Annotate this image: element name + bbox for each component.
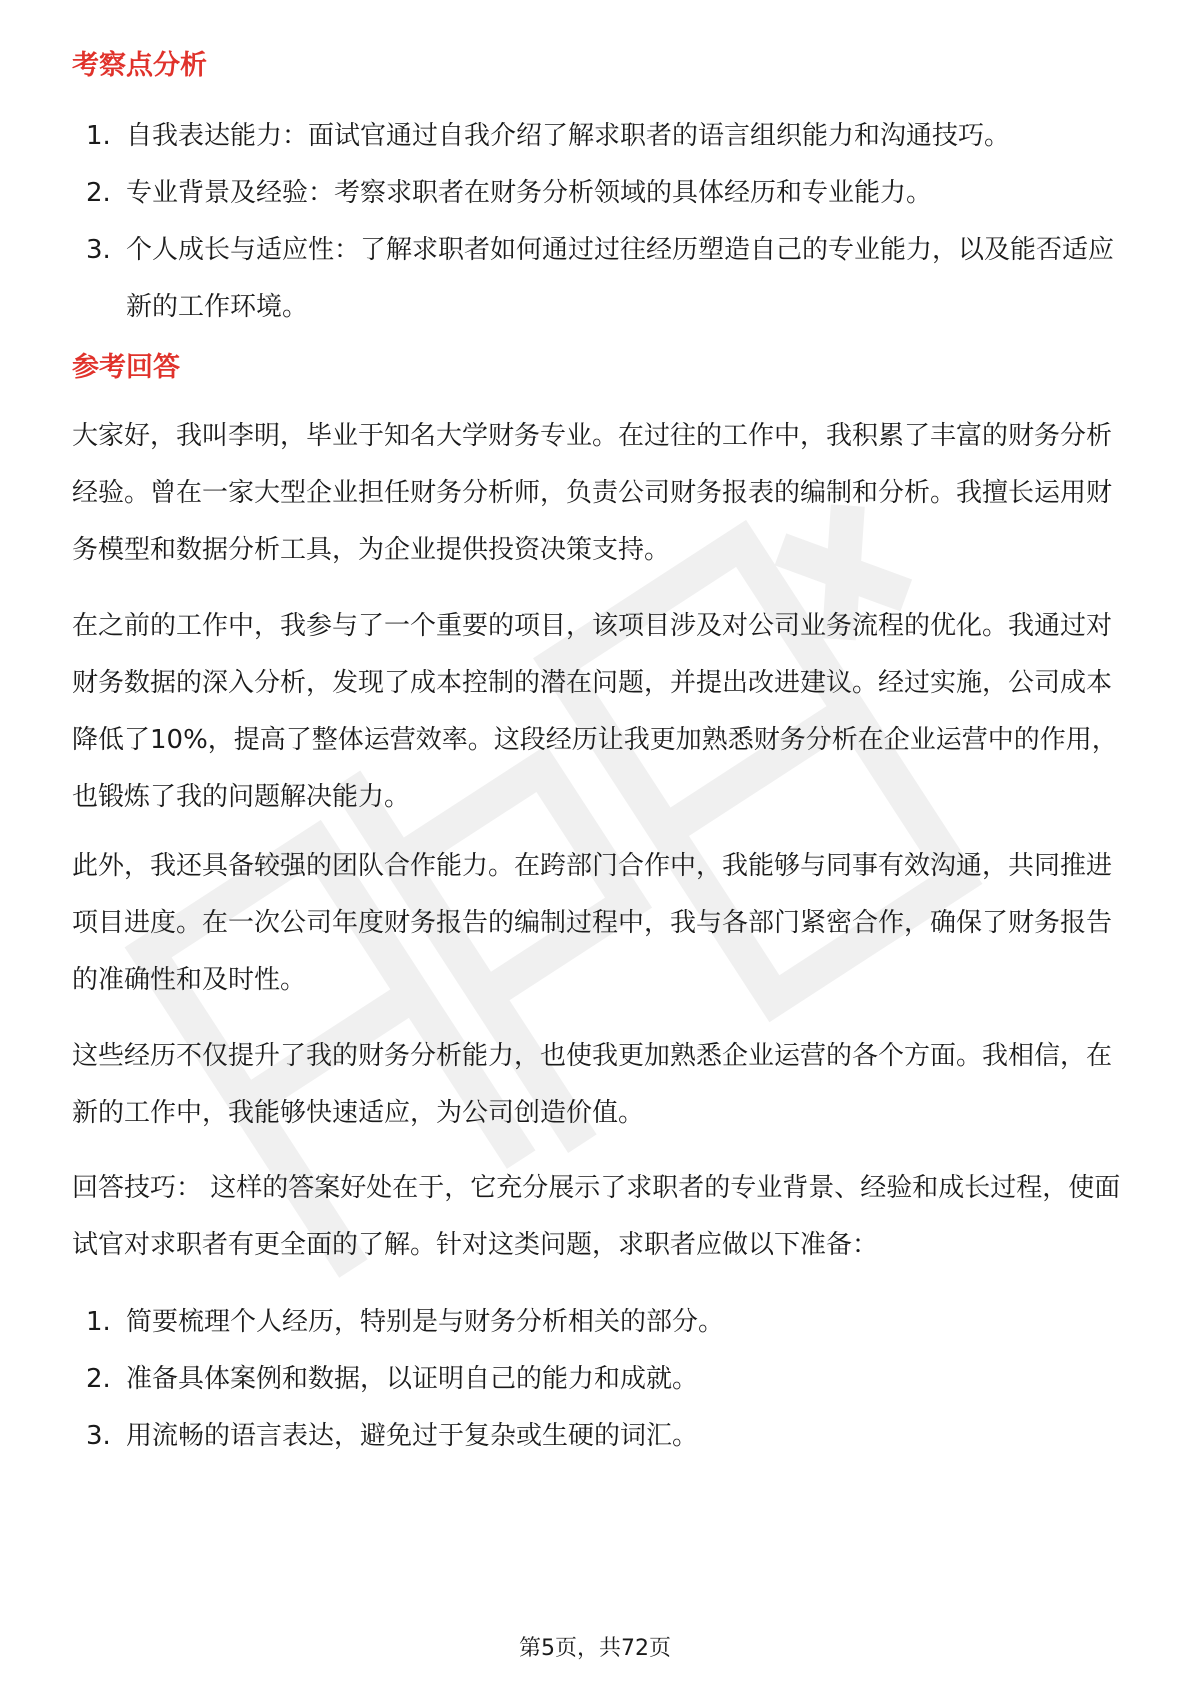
- list-item-text: 准备具体案例和数据，以证明自己的能力和成就。: [126, 1364, 699, 1394]
- list-item: [72, 108, 1122, 165]
- list-item: [72, 222, 1122, 336]
- answer-tips-paragraph: 回答技巧： 这样的答案好处在于，它充分展示了求职者的专业背景、经验和成长过程，使面试官对求职者有更全面的了解。针对这类问题，求职者应做以下准备：: [72, 1173, 1121, 1260]
- list-item-text: 用流畅的语言表达，避免过于复杂或生硬的词汇。: [126, 1421, 699, 1451]
- list-item-text: 简要梳理个人经历，特别是与财务分析相关的部分。: [126, 1307, 725, 1337]
- list-number: 1.: [86, 121, 111, 151]
- tips-list: [72, 1294, 1122, 1465]
- section-title-analysis: 考察点分析: [72, 50, 207, 81]
- list-number: 3.: [86, 1421, 111, 1451]
- answer-paragraph-2: 在之前的工作中，我参与了一个重要的项目，该项目涉及对公司业务流程的优化。我通过对财务数据的深入分析，发现了成本控制的潜在问题，并提出改进建议。经过实施，公司成本降低了10%，提高了整体运营效率。这段经历让我更加熟悉财务分析在企业运营中的作用，也锻炼了我的问题解决能力。: [72, 611, 1118, 812]
- list-item: [72, 1351, 1122, 1408]
- list-item-text: 个人成长与适应性：了解求职者如何通过过往经历塑造自己的专业能力，以及能否适应新的工作环境。: [126, 235, 1115, 322]
- list-item-text: 专业背景及经验：考察求职者在财务分析领域的具体经历和专业能力。: [126, 178, 933, 208]
- list-number: 2.: [86, 1364, 111, 1394]
- list-item: [72, 165, 1122, 222]
- section-title-answer: 参考回答: [72, 352, 180, 383]
- list-number: 1.: [86, 1307, 111, 1337]
- list-item-text: 自我表达能力：面试官通过自我介绍了解求职者的语言组织能力和沟通技巧。: [126, 121, 1011, 151]
- list-number: 2.: [86, 178, 111, 208]
- answer-paragraph-1: 大家好，我叫李明，毕业于知名大学财务专业。在过往的工作中，我积累了丰富的财务分析经验。曾在一家大型企业担任财务分析师，负责公司财务报表的编制和分析。我擅长运用财务模型和数据分析工具，为企业提供投资决策支持。: [72, 421, 1113, 565]
- analysis-list: [72, 108, 1122, 336]
- list-item: [72, 1294, 1122, 1351]
- list-item: [72, 1408, 1122, 1465]
- answer-paragraph-4: 这些经历不仅提升了我的财务分析能力，也使我更加熟悉企业运营的各个方面。我相信，在新的工作中，我能够快速适应，为公司创造价值。: [72, 1041, 1113, 1128]
- page-footer: 第5页，共72页: [519, 1636, 671, 1661]
- list-number: 3.: [86, 235, 111, 265]
- answer-paragraph-3: 此外，我还具备较强的团队合作能力。在跨部门合作中，我能够与同事有效沟通，共同推进项目进度。在一次公司年度财务报告的编制过程中，我与各部门紧密合作，确保了财务报告的准确性和及时性。: [72, 851, 1113, 995]
